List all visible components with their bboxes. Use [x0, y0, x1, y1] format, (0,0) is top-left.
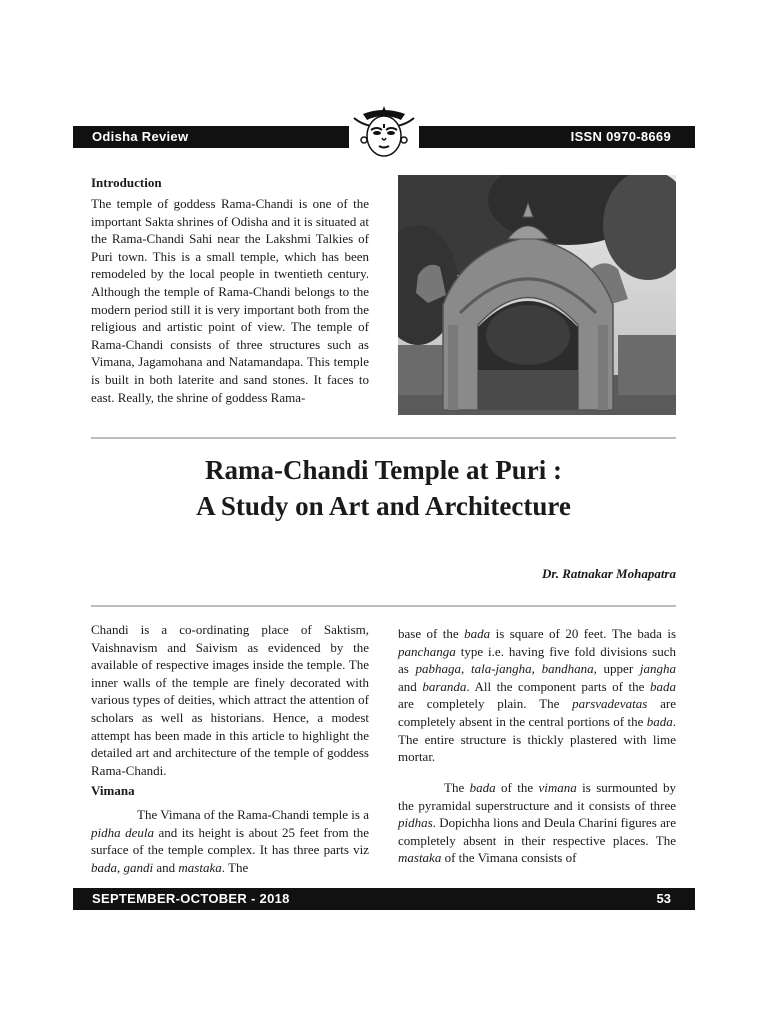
page-number: 53: [656, 891, 671, 906]
issue-date: SEPTEMBER-OCTOBER - 2018: [92, 891, 290, 906]
goddess-face-logo-icon: [349, 104, 419, 162]
col1-paragraph-1: Chandi is a co-ordinating place of Saktism, Vaishnavism and Saivism as evidenced by the available of respective images inside the temple. The inner walls of the temple are finely decorated with various types of deities, which attract the attention of scholars as well as historians. Hence, a modest attempt has been made in this article to highlight the detailed art and architecture of the temple of goddess Rama-Chandi.: [91, 622, 369, 778]
article-title: [91, 452, 676, 524]
issn-number: ISSN 0970-8669: [570, 129, 671, 144]
divider-rule-bottom: [91, 605, 676, 607]
title-line-2: A Study on Art and Architecture: [196, 491, 571, 521]
col2-paragraph-1: base of the bada is square of 20 feet. The bada is panchanga type i.e. having five fold divisions such as pabhaga, tala-jangha, bandhana, upper jangha and baranda. All the component parts of the bada are completely plain. The parsvadevatas are completely absent in the central portions of the bada. The entire structure is thickly plastered with lime mortar.: [398, 626, 676, 765]
col1-paragraph-2: The Vimana of the Rama-Chandi temple is a pidha deula and its height is about 25 feet from the surface of the temple complex. It has three parts viz bada, gandi and mastaka. The: [91, 807, 370, 875]
intro-heading: Introduction: [91, 175, 162, 190]
author-name: Dr. Ratnakar Mohapatra: [541, 566, 676, 581]
intro-paragraph: The temple of goddess Rama-Chandi is one of the important Sakta shrines of Odisha and it is situated at the Rama-Chandi Sahi near the Lakshmi Talkies of Puri town. This is a small temple, which has been remodeled by the local people in twentieth century. Although the temple of Rama-Chandi belongs to the modern period still it is very important both from the religious and artistic point of view. The temple of Rama-Chandi consists of three structures such as Vimana, Jagamohana and Natamandapa. This temple is built in both laterite and sand stones. It faces to east. Really, the shrine of goddess Rama-: [91, 196, 369, 405]
temple-gate-photo: [398, 175, 676, 415]
col2-paragraph-2: The bada of the vimana is surmounted by the pyramidal superstructure and it consists of three pidhas. Dopichha lions and Deula Charini figures are completely absent in their respective places. The mastaka of the Vimana consists of: [398, 780, 676, 866]
journal-name: Odisha Review: [92, 129, 189, 144]
vimana-heading: Vimana: [91, 783, 135, 798]
title-line-1: Rama-Chandi Temple at Puri :: [204, 455, 563, 485]
divider-rule-top: [91, 437, 676, 439]
